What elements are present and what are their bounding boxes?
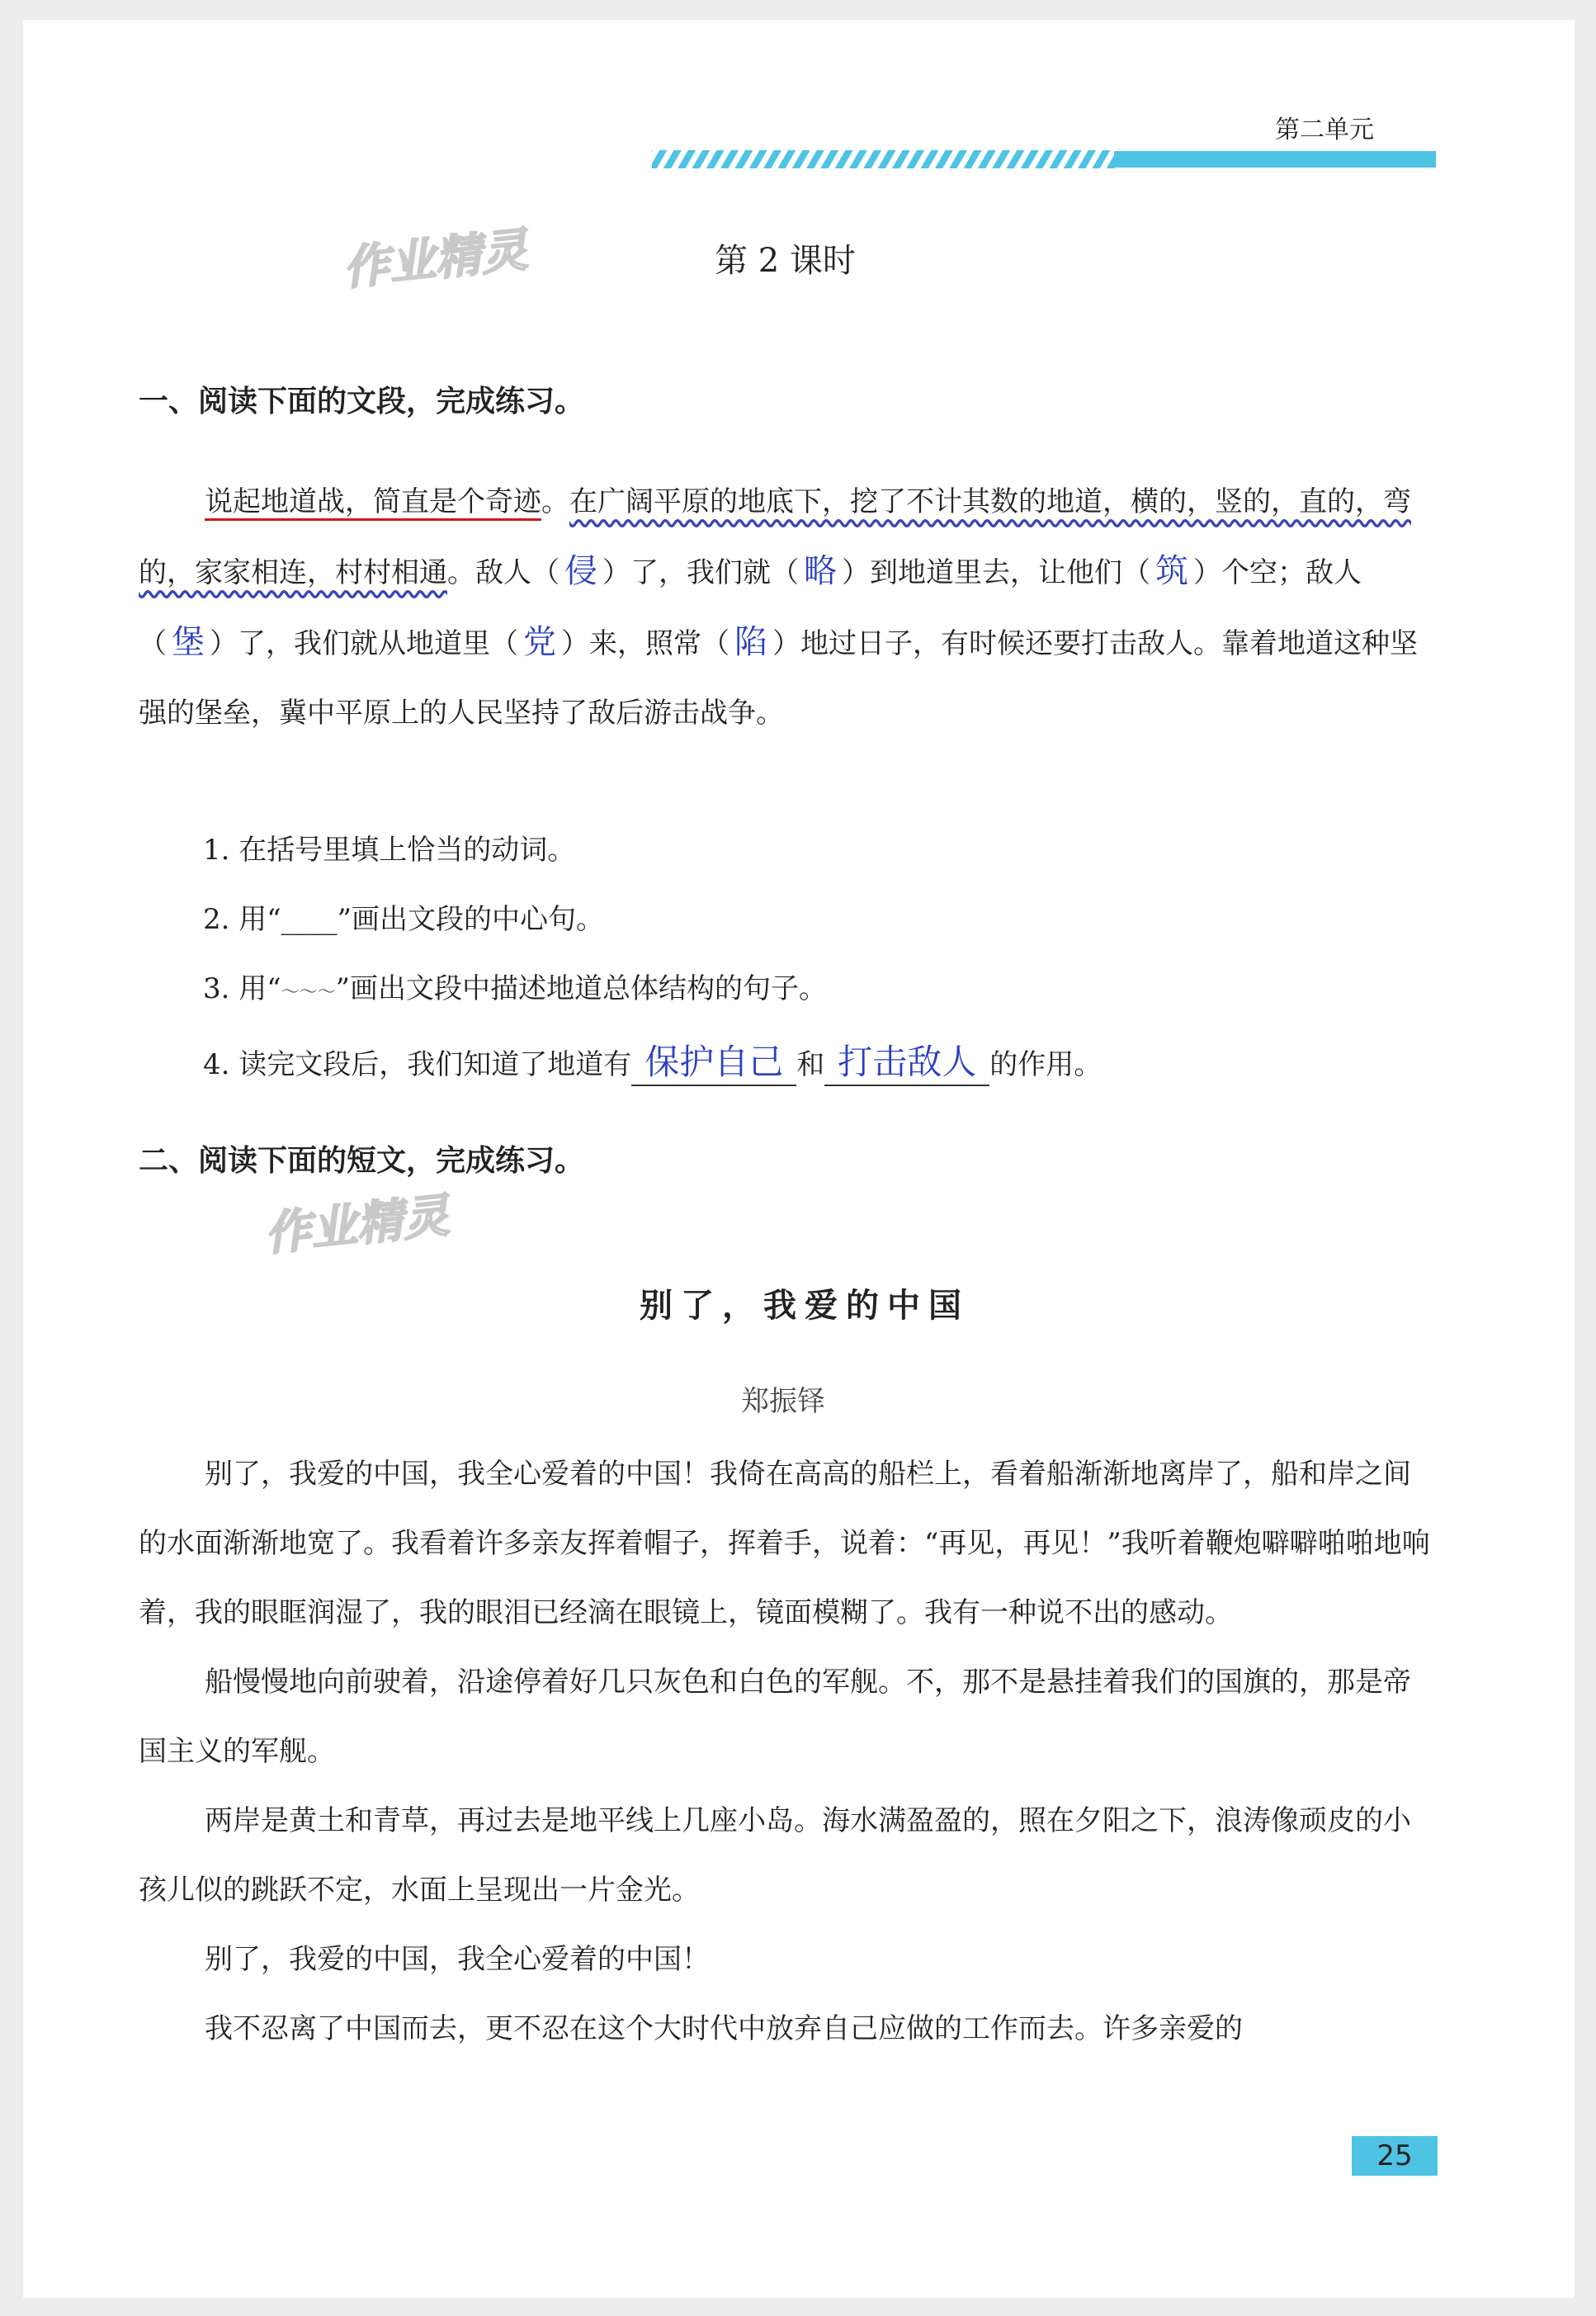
question-2: 2. 用“____”画出文段的中心句。 (203, 903, 605, 936)
story-title: 别了，我爱的中国 (640, 1286, 970, 1325)
story-author: 郑振铎 (741, 1385, 825, 1418)
question-3: 3. 用“～～～”画出文段中描述地道总体结构的句子。 (203, 972, 828, 1005)
story-paragraph: 我不忍离了中国而去，更不忍在这个大时代中放弃自己应做的工作而去。许多亲爱的 (205, 2012, 1243, 2045)
header-stripe-decoration (652, 150, 1114, 168)
unit-label: 第二单元 (1275, 116, 1374, 144)
page-number: 25 (1352, 2136, 1438, 2176)
story-paragraph: 别了，我爱的中国，我全心爱着的中国！ (205, 1943, 710, 1976)
header-bar-decoration (1114, 151, 1436, 168)
story-paragraph: 船慢慢地向前驶着，沿途停着好几只灰色和白色的军舰。不，那不是悬挂着我们的国旗的，那是帝国主义的军舰。 (139, 1666, 1411, 1768)
handwritten-answer: 略 (804, 552, 837, 590)
handwritten-answer: 堡 (172, 623, 205, 661)
story-body (139, 1439, 1436, 2063)
section-heading-2: 二、阅读下面的短文，完成练习。 (139, 1144, 585, 1178)
handwritten-answer: 筑 (1155, 552, 1188, 590)
watermark-logo: 作业精灵 (340, 223, 531, 296)
question-1: 1. 在括号里填上恰当的动词。 (203, 834, 576, 867)
story-paragraph: 两岸是黄土和青草，再过去是地平线上几座小岛。海水满盈盈的，照在夕阳之下，浪涛像顽皮的小孩儿似的跳跃不定，水面上呈现出一片金光。 (139, 1804, 1411, 1907)
answer-blank-2: 打击敌人 (824, 1035, 989, 1086)
section-heading-1: 一、阅读下面的文段，完成练习。 (139, 385, 585, 418)
handwritten-answer: 陷 (734, 623, 767, 661)
lesson-title: 第 2 课时 (715, 242, 856, 280)
central-sentence: 说起地道战，简直是个奇迹 (205, 485, 541, 521)
answer-blank-1: 保护自己 (631, 1035, 796, 1086)
handwritten-answer: 侵 (564, 552, 597, 590)
reading-passage: 说起地道战，简直是个奇迹。在广阔平原的地底下，挖了不计其数的地道，横的，竖的，直的，弯的，家家相连，村村相通。敌人（ 侵 ）了，我们就（ 略 ）到地道里去，让他们（ 筑 ）个空；敌人（ 堡 ）了，我们就从地道里（ 党 ）来，照常（ 陷 ）地过日子，有时候还要打击敌人。靠着地道这种坚强的堡垒，冀中平原上的人民坚持了敌后游击战争。 (139, 485, 1418, 730)
structure-sentence: 在广阔平原的地底下，挖了不计其数的地道，横的，竖的，直的，弯的，家家相连，村村相通 (139, 485, 1411, 589)
handwritten-answer: 党 (523, 623, 556, 661)
wavy-line-mark: ～～～ (281, 982, 336, 1003)
question-4: 4. 读完文段后，我们知道了地道有 保护自己 和 打击敌人 的作用。 (203, 1035, 1102, 1086)
watermark-logo: 作业精灵 (262, 1189, 452, 1262)
story-paragraph: 别了，我爱的中国，我全心爱着的中国！我倚在高高的船栏上，看着船渐渐地离岸了，船和岸之间的水面渐渐地宽了。我看着许多亲友挥着帽子，挥着手，说着：“再见，再见！”我听着鞭炮噼噼啪啪地响着，我的眼眶润湿了，我的眼泪已经滴在眼镜上，镜面模糊了。我有一种说不出的感动。 (139, 1458, 1430, 1629)
